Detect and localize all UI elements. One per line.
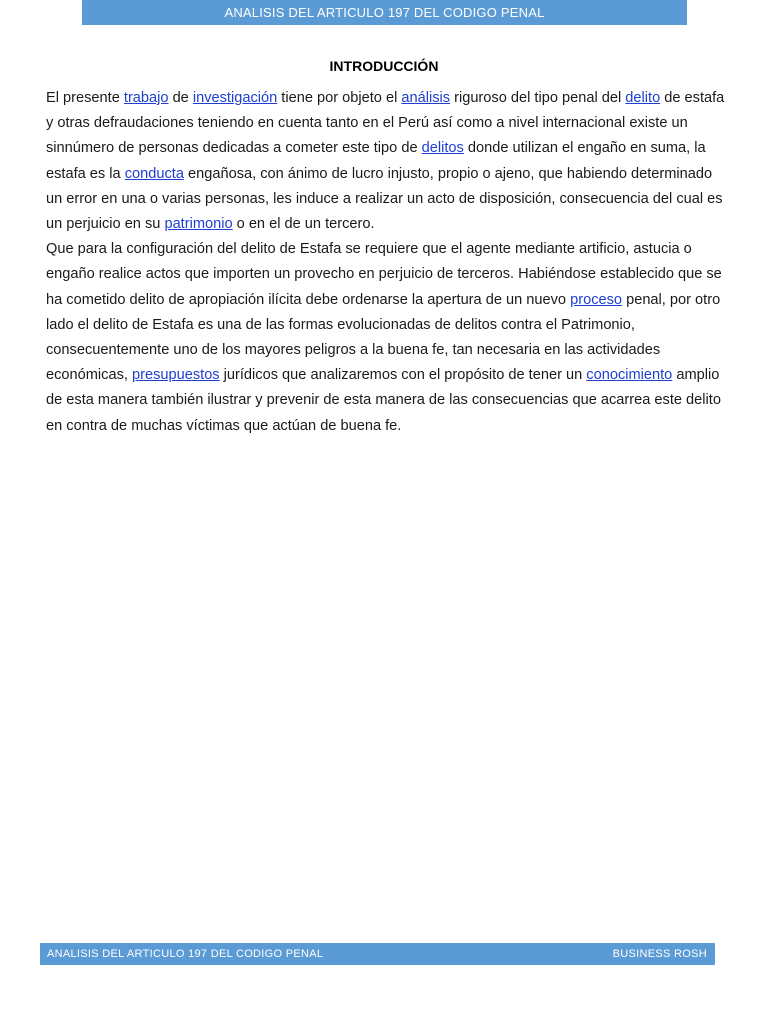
document-body <box>46 86 726 439</box>
text-run: amplio de esta manera también ilustrar y prevenir de esta manera de las consecuencias que acarrea este delito en contra de muchas víctimas que actúan de buena fe. <box>46 367 721 434</box>
footer-title: ANALISIS DEL ARTICULO 197 DEL CODIGO PENAL <box>47 948 324 960</box>
text-run: de estafa y otras defraudaciones teniendo en cuenta tanto en el Perú así como a nivel internacional existe un sinnúmero de personas dedicadas a cometer este tipo de <box>46 90 725 157</box>
page-footer-bar <box>40 943 715 965</box>
text-run: penal, por otro lado el delito de Estafa es una de las formas evolucionadas de delitos contra el Patrimonio, consecuentemente uno de los mayores peligros a la buena fe, tan necesaria en las actividades económicas, <box>46 291 721 384</box>
text-run: o en el de un tercero. <box>232 216 375 233</box>
link-patrimonio[interactable]: patrimonio <box>164 216 233 233</box>
text-run: tiene por objeto el <box>277 90 402 106</box>
link-proceso[interactable]: proceso <box>570 291 623 308</box>
page-header-bar <box>82 0 687 25</box>
text-run: El presente <box>46 90 124 106</box>
paragraph-1 <box>46 86 726 237</box>
link-trabajo[interactable]: trabajo <box>123 90 169 106</box>
link-investigacion[interactable]: investigación <box>192 90 278 106</box>
text-run: jurídicos que analizaremos con el propósito de tener un <box>219 367 587 384</box>
text-run: engañosa, con ánimo de lucro injusto, propio o ajeno, que habiendo determinado un error en una o varias personas, les induce a realizar un acto de disposición, consecuencia del cual es un perjuicio en su <box>46 165 723 233</box>
link-conducta[interactable]: conducta <box>124 165 184 182</box>
text-run: donde utilizan el engaño en suma, la estafa es la <box>46 140 706 182</box>
paragraph-2 <box>46 237 726 439</box>
link-delito[interactable]: delito <box>625 90 661 106</box>
text-run: de <box>168 90 193 106</box>
link-presupuestos[interactable]: presupuestos <box>131 367 220 384</box>
footer-author: BUSINESS ROSH <box>612 948 707 960</box>
section-heading: INTRODUCCIÓN <box>329 58 439 74</box>
text-run: riguroso del tipo penal del <box>450 90 626 106</box>
link-analisis[interactable]: análisis <box>401 90 451 106</box>
link-delitos[interactable]: delitos <box>421 140 464 157</box>
header-title: ANALISIS DEL ARTICULO 197 DEL CODIGO PENAL <box>224 5 545 20</box>
text-run: Que para la configuración del delito de Estafa se requiere que el agente mediante artificio, astucia o engaño realice actos que importen un provecho en perjuicio de terceros. Habiéndose establecido que se ha cometido delito de apropiación ilícita debe ordenarse la apertura de un nuevo <box>46 241 722 308</box>
link-conocimiento[interactable]: conocimiento <box>586 367 673 384</box>
